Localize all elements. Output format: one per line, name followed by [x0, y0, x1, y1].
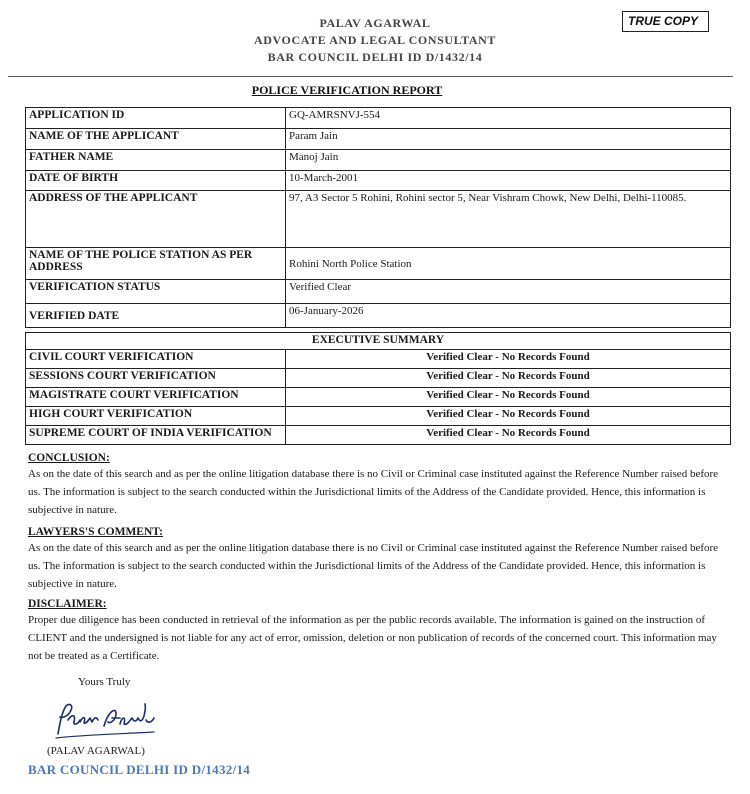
table-row [26, 350, 731, 369]
row-label: APPLICATION ID [26, 108, 286, 129]
row-value: Verified Clear [286, 280, 731, 304]
row-label: SESSIONS COURT VERIFICATION [26, 369, 286, 388]
row-result: Verified Clear - No Records Found [286, 369, 731, 388]
row-label: ADDRESS OF THE APPLICANT [26, 191, 286, 248]
row-label: NAME OF THE POLICE STATION AS PER ADDRESS [26, 248, 286, 280]
lawyers-comment-section [28, 526, 728, 593]
row-label: VERIFIED DATE [26, 304, 286, 328]
table-row [26, 280, 731, 304]
table-row [26, 304, 731, 328]
row-label: SUPREME COURT OF INDIA VERIFICATION [26, 426, 286, 445]
lawyers-comment-heading: LAWYERS'S COMMENT: [28, 526, 163, 538]
table-row [26, 388, 731, 407]
table-row [26, 248, 731, 280]
table-row [26, 426, 731, 445]
row-result: Verified Clear - No Records Found [286, 350, 731, 369]
row-label: DATE OF BIRTH [26, 171, 286, 191]
table-row [26, 191, 731, 248]
signer-name: (PALAV AGARWAL) [47, 745, 145, 757]
conclusion-section [28, 452, 728, 519]
table-row [26, 369, 731, 388]
table-row [26, 150, 731, 171]
disclaimer-text: Proper due diligence has been conducted in retrieval of the information as per the public records available. The information is gained on the instruction of CLIENT and the undersigned is not liable for any act of error, omission, deletion or non publication of records of the concerned court. This information may not be treated as a Certificate. [28, 614, 717, 662]
row-result: Verified Clear - No Records Found [286, 388, 731, 407]
row-label: CIVIL COURT VERIFICATION [26, 350, 286, 369]
disclaimer-section [28, 598, 728, 665]
table-header-row [26, 333, 731, 350]
table-row [26, 171, 731, 191]
true-copy-stamp: TRUE COPY [622, 11, 709, 32]
applicant-details-table [25, 107, 731, 328]
footer-bar-id: BAR COUNCIL DELHI ID D/1432/14 [28, 762, 251, 777]
advocate-bar-id: BAR COUNCIL DELHI ID D/1432/14 [267, 50, 483, 64]
disclaimer-heading: DISCLAIMER: [28, 598, 107, 610]
row-value: 10-March-2001 [286, 171, 731, 191]
row-label: VERIFICATION STATUS [26, 280, 286, 304]
row-value: Param Jain [286, 129, 731, 150]
row-value: 06-January-2026 [286, 304, 731, 328]
lawyers-comment-text: As on the date of this search and as per the online litigation database there is no Civil or Criminal case instituted against the Reference Number raised before us. The information is subject to the search conducted within the Jurisdictional limits of the Address of the Candidate provided. Hence, this information is subjective in nature. [28, 542, 719, 590]
row-value: Manoj Jain [286, 150, 731, 171]
row-label: FATHER NAME [26, 150, 286, 171]
row-value: 97, A3 Sector 5 Rohini, Rohini sector 5, Near Vishram Chowk, New Delhi, Delhi-110085. [286, 191, 731, 248]
table-row [26, 407, 731, 426]
row-label: NAME OF THE APPLICANT [26, 129, 286, 150]
table-row [26, 108, 731, 129]
advocate-designation: ADVOCATE AND LEGAL CONSULTANT [254, 33, 496, 47]
report-title: POLICE VERIFICATION REPORT [251, 83, 443, 97]
handwritten-signature [50, 700, 160, 742]
row-result: Verified Clear - No Records Found [286, 426, 731, 445]
row-label: MAGISTRATE COURT VERIFICATION [26, 388, 286, 407]
conclusion-heading: CONCLUSION: [28, 452, 110, 464]
header-divider [8, 76, 733, 77]
table-row [26, 129, 731, 150]
executive-summary-table [25, 332, 731, 445]
conclusion-text: As on the date of this search and as per the online litigation database there is no Civil or Criminal case instituted against the Reference Number raised before us. The information is subject to the search conducted within the Jurisdictional limits of the Address of the Candidate provided. Hence, this information is subjective in nature. [28, 468, 719, 516]
row-label: HIGH COURT VERIFICATION [26, 407, 286, 426]
executive-summary-title: EXECUTIVE SUMMARY [26, 333, 731, 350]
row-value: GQ-AMRSNVJ-554 [286, 108, 731, 129]
closing-salutation: Yours Truly [78, 676, 131, 688]
row-value: Rohini North Police Station [286, 248, 731, 280]
advocate-name: PALAV AGARWAL [319, 16, 431, 30]
row-result: Verified Clear - No Records Found [286, 407, 731, 426]
